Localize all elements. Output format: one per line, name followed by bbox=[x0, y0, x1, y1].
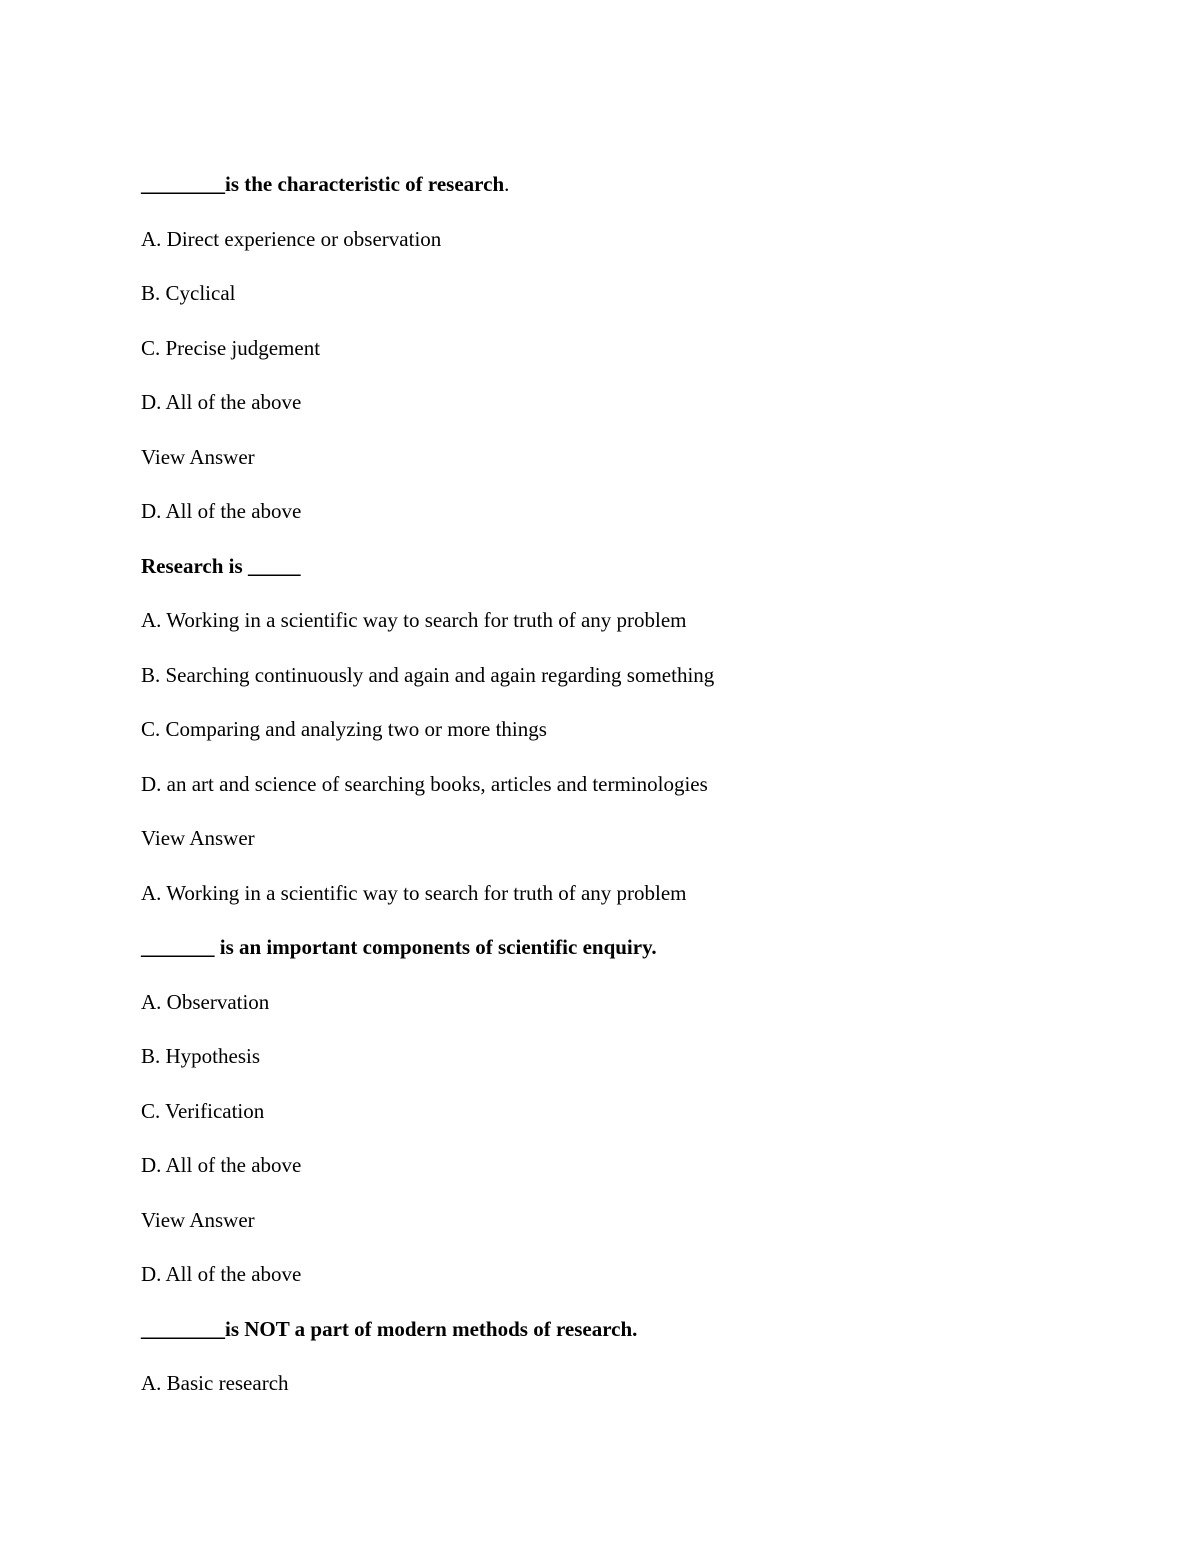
question-1-suffix: . bbox=[504, 172, 510, 196]
question-2-blank: _____ bbox=[247, 554, 301, 578]
question-2-answer: A. Working in a scientific way to search for truth of any problem bbox=[141, 881, 687, 905]
question-1-option-c: C. Precise judgement bbox=[141, 336, 321, 360]
question-3-option-c: C. Verification bbox=[141, 1099, 265, 1123]
question-2-option-d: D. an art and science of searching books, articles and terminologies bbox=[141, 772, 708, 796]
question-2-stem: Research is bbox=[141, 554, 248, 578]
question-1-option-d: D. All of the above bbox=[141, 390, 302, 414]
question-1-text bbox=[141, 171, 509, 197]
question-3-view-answer[interactable]: View Answer bbox=[141, 1208, 255, 1232]
question-3-option-a: A. Observation bbox=[141, 990, 270, 1014]
question-4-stem: is NOT a part of modern methods of research. bbox=[225, 1317, 638, 1341]
question-4-text bbox=[141, 1316, 637, 1342]
question-1-answer: D. All of the above bbox=[141, 499, 302, 523]
question-1-option-b: B. Cyclical bbox=[141, 281, 236, 305]
question-3-answer: D. All of the above bbox=[141, 1262, 302, 1286]
question-3-text bbox=[141, 934, 657, 960]
question-1-blank: ________ bbox=[141, 172, 225, 196]
question-1-option-a: A. Direct experience or observation bbox=[141, 227, 442, 251]
question-3-stem: is an important components of scientific enquiry. bbox=[214, 935, 657, 959]
question-3-option-d: D. All of the above bbox=[141, 1153, 302, 1177]
question-4-blank: ________ bbox=[141, 1317, 225, 1341]
question-4-option-a: A. Basic research bbox=[141, 1371, 289, 1395]
question-2-view-answer[interactable]: View Answer bbox=[141, 826, 255, 850]
question-2-option-b: B. Searching continuously and again and again regarding something bbox=[141, 663, 715, 687]
question-3-option-b: B. Hypothesis bbox=[141, 1044, 261, 1068]
question-2-text bbox=[141, 553, 300, 579]
question-2-option-c: C. Comparing and analyzing two or more things bbox=[141, 717, 547, 741]
question-1-view-answer[interactable]: View Answer bbox=[141, 445, 255, 469]
question-1-stem: is the characteristic of research bbox=[225, 172, 505, 196]
question-3-blank: _______ bbox=[141, 935, 215, 959]
question-2-option-a: A. Working in a scientific way to search for truth of any problem bbox=[141, 608, 687, 632]
